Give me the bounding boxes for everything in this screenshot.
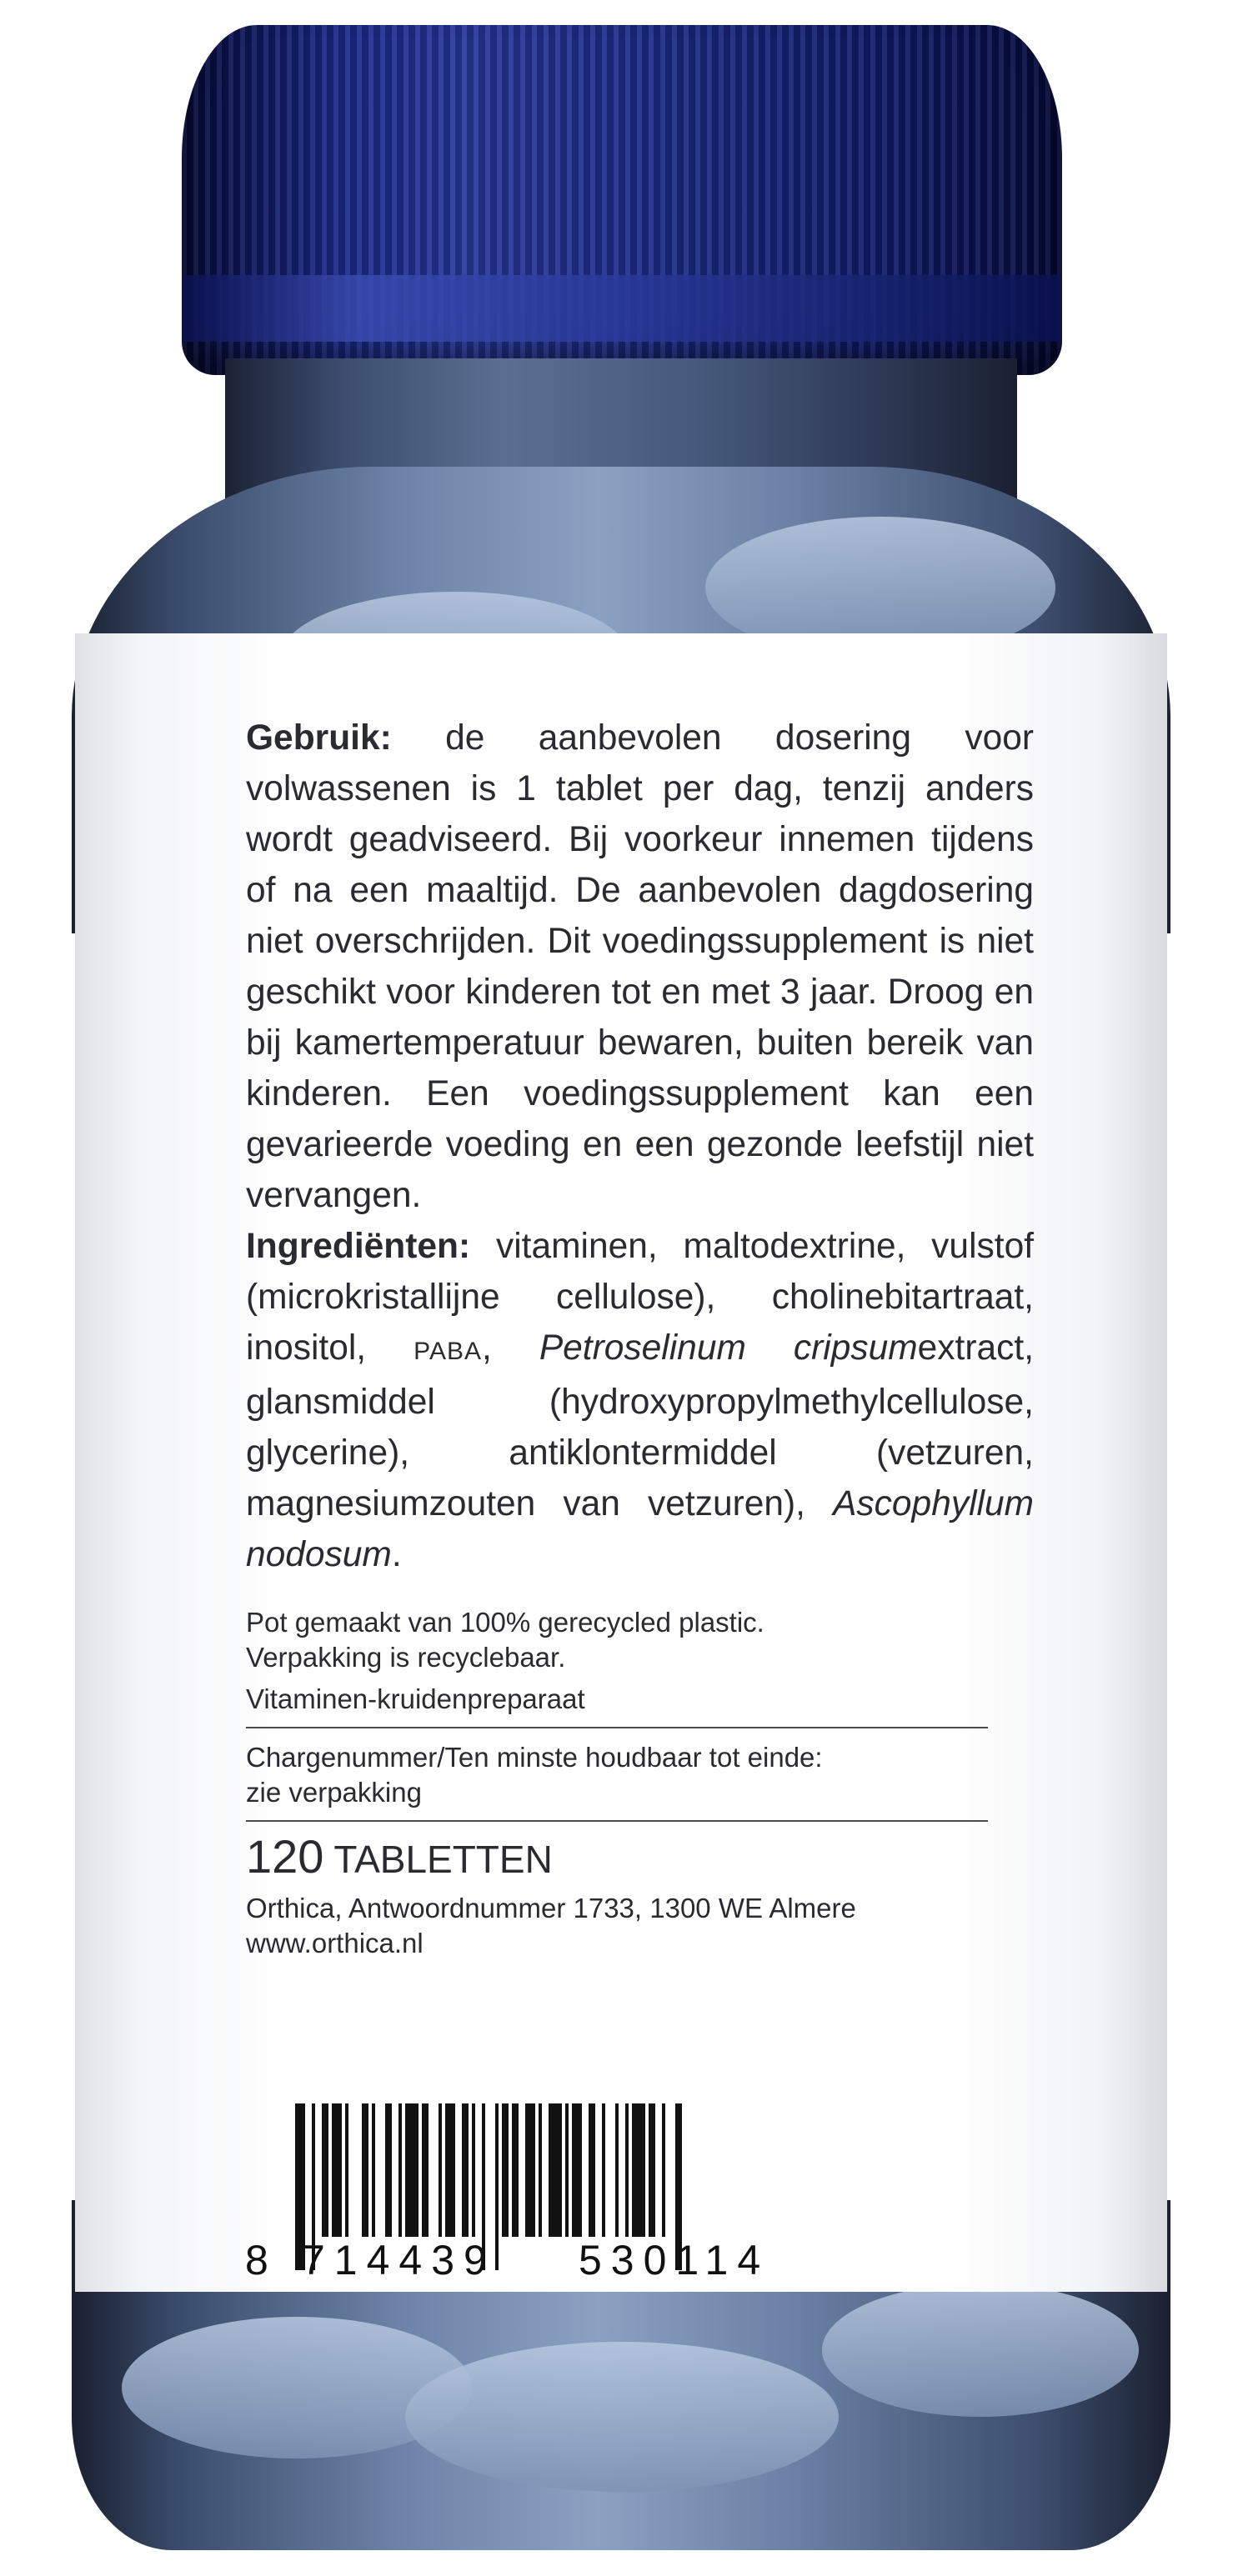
barcode-bar bbox=[398, 2103, 402, 2237]
usage-heading: Gebruik: bbox=[246, 718, 392, 758]
barcode-bar bbox=[439, 2103, 442, 2237]
barcode-bar bbox=[362, 2103, 368, 2237]
ingredients-separator: , bbox=[481, 1328, 492, 1368]
tablet bbox=[822, 2283, 1139, 2417]
label-text-area bbox=[246, 713, 1034, 1961]
ingredient-petroselinum: Petroselinum cripsum bbox=[539, 1328, 918, 1368]
jar-cap-rim bbox=[183, 275, 1060, 342]
barcode-bar bbox=[405, 2103, 419, 2237]
count-unit: TABLETTEN bbox=[333, 1838, 553, 1881]
ingredients-heading: Ingrediënten: bbox=[246, 1227, 471, 1266]
barcode-bar bbox=[385, 2103, 392, 2237]
recycle-line-1: Pot gemaakt van 100% gerecycled plastic. bbox=[246, 1607, 764, 1638]
barcode-bar bbox=[589, 2103, 595, 2237]
barcode-bar bbox=[512, 2103, 519, 2237]
usage-paragraph bbox=[246, 713, 1034, 1221]
barcode-bar bbox=[539, 2103, 542, 2237]
barcode-bar bbox=[625, 2103, 629, 2237]
barcode-bar bbox=[572, 2103, 582, 2237]
barcode-bar bbox=[422, 2103, 429, 2237]
barcode-bar bbox=[549, 2103, 562, 2237]
usage-text: de aanbevolen dosering voor volwassenen is 1 tablet per dag, tenzij anders wordt geadviseerd. Bij voorkeur innemen tijdens of na een maaltijd. De aanbevolen dagdosering niet overschrijden. Dit voedingssupplement is niet geschikt voor kinderen tot en met 3 jaar. Droog en bij kamertemperatuur bewaren, buiten bereik van kinderen. Een voedingssupplement kan een gevarieerde voeding en een gezonde leefstijl niet vervangen. bbox=[246, 718, 1034, 1215]
barcode-bar bbox=[615, 2103, 619, 2237]
product-type: Vitaminen-kruidenpreparaat bbox=[246, 1683, 585, 1714]
batch-line-1: Chargenummer/Ten minste houdbaar tot einde: bbox=[246, 1742, 823, 1773]
barcode-bar bbox=[445, 2103, 455, 2237]
barcode bbox=[243, 2103, 885, 2283]
ingredients-end: . bbox=[391, 1535, 402, 1574]
barcode-bar bbox=[502, 2103, 509, 2237]
barcode-bar bbox=[662, 2103, 665, 2237]
barcode-bar bbox=[525, 2103, 535, 2237]
company-address: Orthica, Antwoordnummer 1733, 1300 WE Almere bbox=[246, 1893, 856, 1923]
divider bbox=[246, 1727, 988, 1728]
barcode-first-digit: 8 bbox=[245, 2237, 268, 2283]
barcode-bar bbox=[472, 2103, 475, 2237]
barcode-bar bbox=[565, 2103, 569, 2237]
barcode-bar bbox=[345, 2103, 348, 2237]
ingredient-paba: PABA bbox=[414, 1338, 482, 1365]
barcode-bar bbox=[632, 2103, 645, 2237]
ingredients-text-2: extract, glansmiddel (hydroxypropylmethylcellulose, glycerine), antiklontermiddel (vetzuren, magnesiumzouten van vetzuren), bbox=[246, 1328, 1035, 1523]
tablet bbox=[405, 2342, 839, 2492]
tablet-count bbox=[246, 1830, 1034, 1883]
ingredients-paragraph bbox=[246, 1221, 1034, 1580]
barcode-left-digits: 714439 bbox=[302, 2237, 496, 2283]
barcode-bar bbox=[372, 2103, 375, 2237]
barcode-right-digits: 530114 bbox=[579, 2237, 770, 2283]
ingredient-ascophyllum: Ascophyllum nodosum bbox=[246, 1484, 1035, 1574]
barcode-bar bbox=[602, 2103, 605, 2237]
barcode-bar bbox=[332, 2103, 342, 2237]
barcode-bar bbox=[322, 2103, 328, 2237]
recycle-line-2: Verpakking is recyclebaar. bbox=[246, 1642, 566, 1673]
ingredients-text-1: vitaminen, maltodextrine, vulstof (microkristallijne cellulose), cholinebitartraat, inositol, bbox=[246, 1227, 1035, 1368]
barcode-bar bbox=[649, 2103, 655, 2237]
company-website: www.orthica.nl bbox=[246, 1928, 424, 1958]
count-number: 120 bbox=[246, 1830, 324, 1883]
barcode-bar bbox=[462, 2103, 469, 2237]
batch-line-2: zie verpakking bbox=[246, 1777, 422, 1808]
divider bbox=[246, 1820, 988, 1822]
